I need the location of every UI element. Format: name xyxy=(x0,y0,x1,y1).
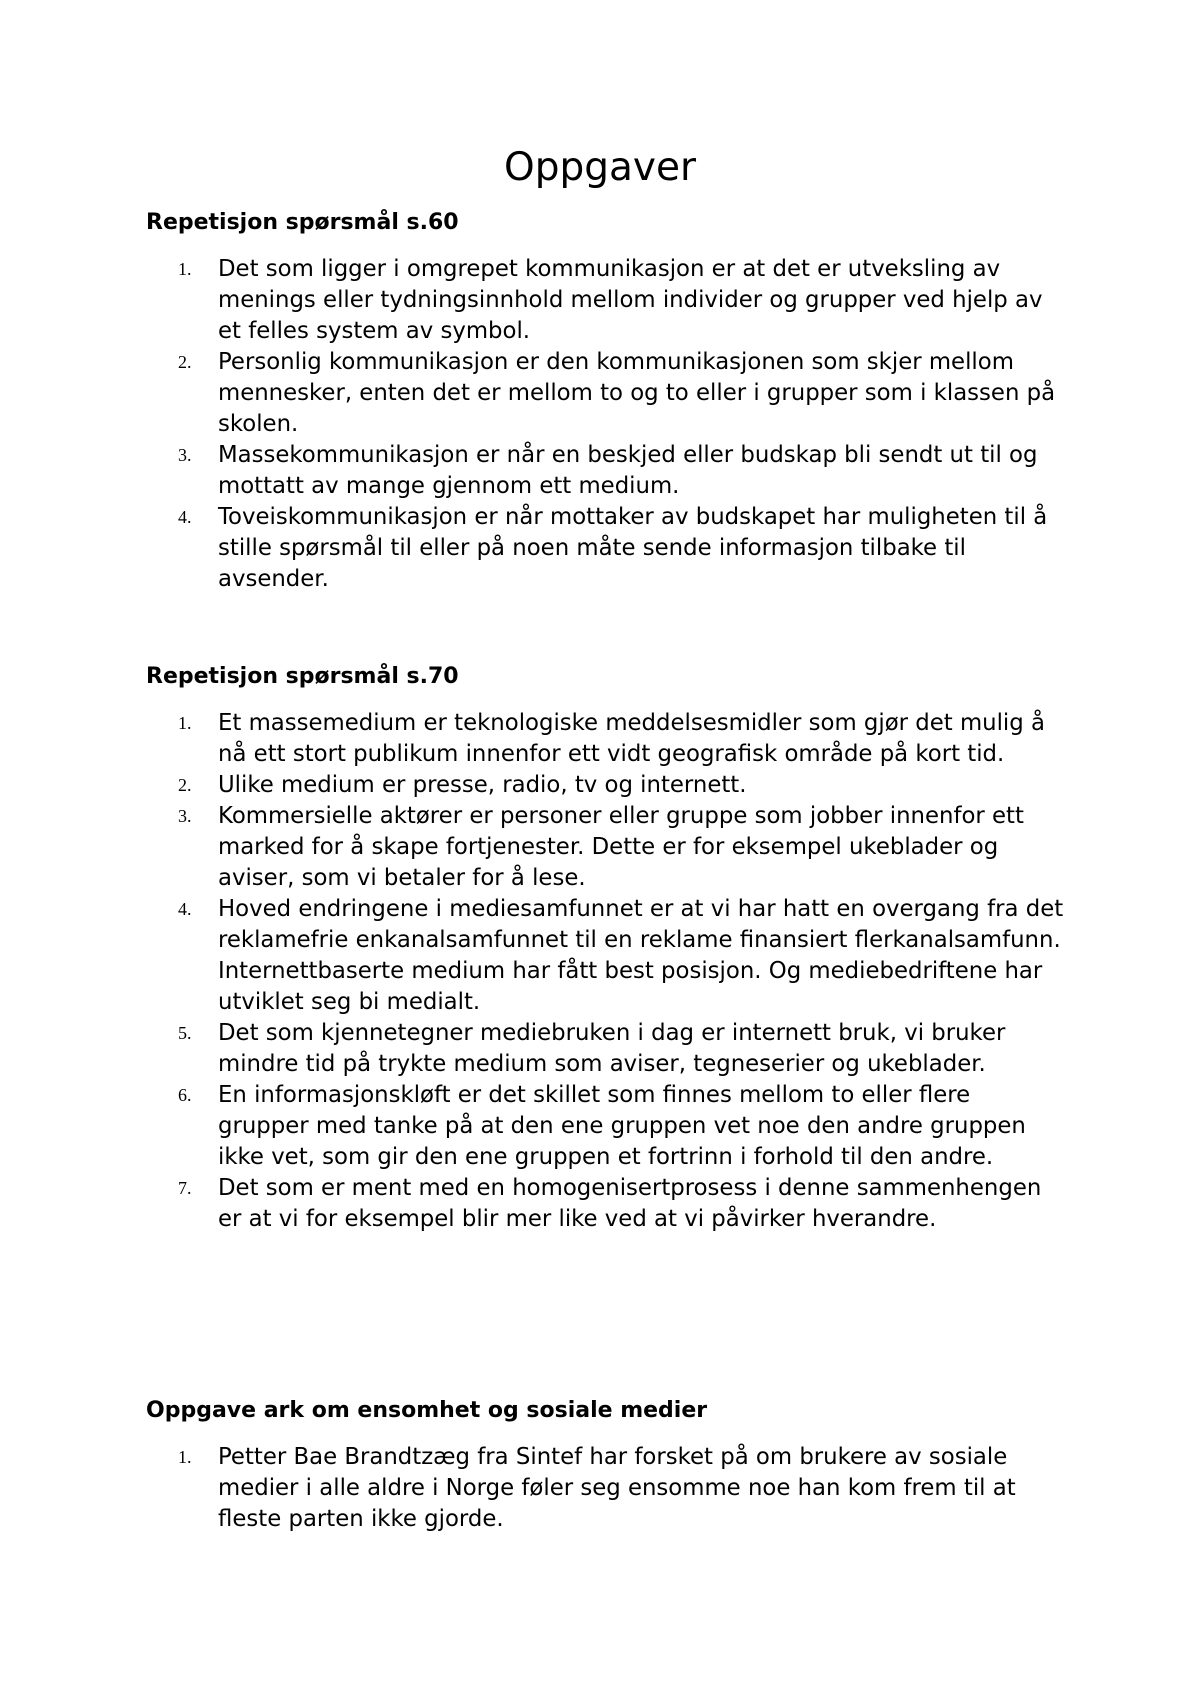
list-item-text: Det som kjennetegner mediebruken i dag er internett bruk, vi bruker mindre tid på trykte medium som aviser, tegneserier og ukeblader. xyxy=(218,1020,1006,1077)
list-item xyxy=(146,708,1066,770)
page-title: Oppgaver xyxy=(504,145,696,190)
list-item xyxy=(146,894,1066,1018)
list-item xyxy=(146,347,1066,440)
list-item xyxy=(146,770,1066,801)
list-item xyxy=(146,1080,1066,1173)
list-item xyxy=(146,502,1066,595)
list-number: 7. xyxy=(178,1178,192,1198)
list-item-text: En informasjonskløft er det skillet som finnes mellom to eller flere grupper med tanke på at den ene gruppen vet noe den andre gruppen ikke vet, som gir den ene gruppen et fortrinn i forhold til den andre. xyxy=(218,1082,1026,1170)
list-item-text: Kommersielle aktører er personer eller gruppe som jobber innenfor ett marked for å skape fortjenester. Dette er for eksempel ukeblader og aviser, som vi betaler for å lese. xyxy=(218,803,1024,891)
list-number: 5. xyxy=(178,1023,192,1043)
list-number: 2. xyxy=(178,352,192,372)
list-item-text: Det som ligger i omgrepet kommunikasjon er at det er utveksling av menings eller tydningsinnhold mellom individer og grupper ved hjelp av et felles system av symbol. xyxy=(218,256,1043,344)
list-number: 2. xyxy=(178,775,192,795)
list-number: 1. xyxy=(178,1447,192,1467)
numbered-list xyxy=(146,1442,1066,1535)
list-item-text: Petter Bae Brandtzæg fra Sintef har forsket på om brukere av sosiale medier i alle aldre i Norge føler seg ensomme noe han kom frem til at fleste parten ikke gjorde. xyxy=(218,1444,1016,1532)
section-heading: Repetisjon spørsmål s.60 xyxy=(146,210,459,235)
list-number: 3. xyxy=(178,806,192,826)
list-item xyxy=(146,1018,1066,1080)
list-number: 1. xyxy=(178,713,192,733)
list-item xyxy=(146,254,1066,347)
list-number: 3. xyxy=(178,445,192,465)
list-number: 4. xyxy=(178,507,192,527)
list-item-text: Personlig kommunikasjon er den kommunikasjonen som skjer mellom mennesker, enten det er mellom to og to eller i grupper som i klassen på skolen. xyxy=(218,349,1056,437)
list-item-text: Toveiskommunikasjon er når mottaker av budskapet har muligheten til å stille spørsmål til eller på noen måte sende informasjon tilbake til avsender. xyxy=(218,504,1048,592)
list-item-text: Hoved endringene i mediesamfunnet er at vi har hatt en overgang fra det reklamefrie enkanalsamfunnet til en reklame finansiert flerkanalsamfunn. Internettbaserte medium har fått best posisjon. Og mediebedriftene har utviklet seg bi medialt. xyxy=(218,896,1064,1015)
list-item xyxy=(146,1442,1066,1535)
list-item xyxy=(146,440,1066,502)
list-number: 4. xyxy=(178,899,192,919)
list-item-text: Ulike medium er presse, radio, tv og internett. xyxy=(218,772,747,798)
numbered-list xyxy=(146,708,1066,1235)
section-heading: Repetisjon spørsmål s.70 xyxy=(146,664,459,689)
list-item-text: Massekommunikasjon er når en beskjed eller budskap bli sendt ut til og mottatt av mange gjennom ett medium. xyxy=(218,442,1038,499)
list-number: 1. xyxy=(178,259,192,279)
list-number: 6. xyxy=(178,1085,192,1105)
list-item xyxy=(146,1173,1066,1235)
list-item-text: Det som er ment med en homogenisertprosess i denne sammenhengen er at vi for eksempel blir mer like ved at vi påvirker hverandre. xyxy=(218,1175,1042,1232)
list-item-text: Et massemedium er teknologiske meddelsesmidler som gjør det mulig å nå ett stort publikum innenfor ett vidt geografisk område på kort tid. xyxy=(218,710,1045,767)
list-item xyxy=(146,801,1066,894)
numbered-list xyxy=(146,254,1066,595)
section-heading: Oppgave ark om ensomhet og sosiale medier xyxy=(146,1398,708,1423)
